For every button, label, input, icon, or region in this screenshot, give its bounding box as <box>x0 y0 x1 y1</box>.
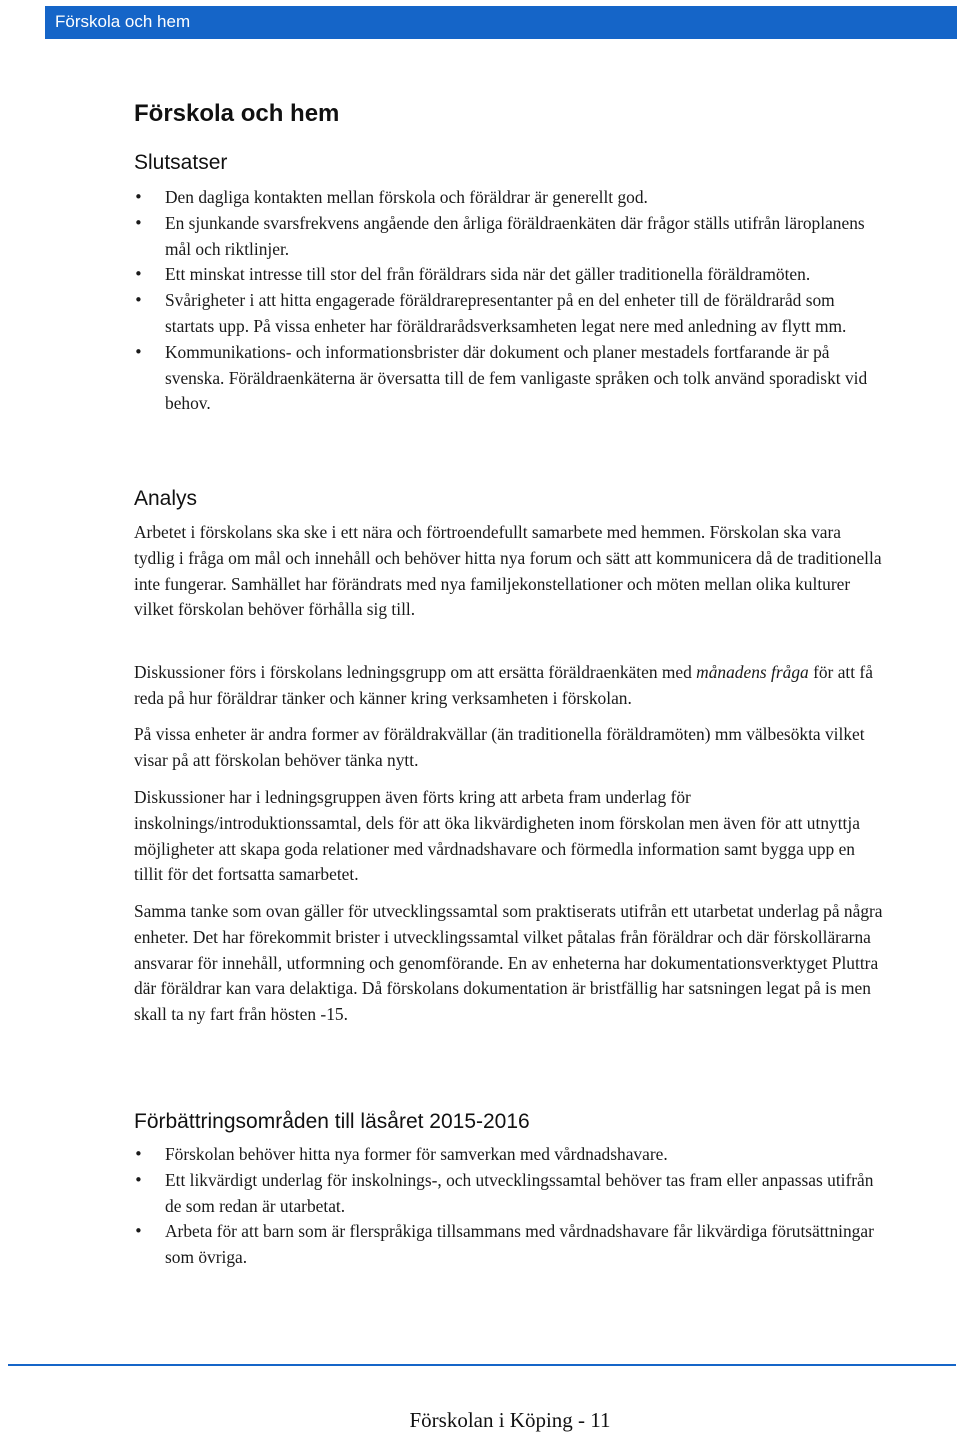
header-title: Förskola och hem <box>55 12 191 31</box>
paragraph-text: Diskussioner förs i förskolans ledningsgrupp om att ersätta föräldraenkäten med <box>134 662 697 682</box>
analys-paragraph-4 <box>134 785 884 888</box>
list-item: • Kommunikations- och informationsbrister där dokument och planer mestadels fortfarande är på svenska. Föräldraenkäterna är översatta till de fem vanligaste språken och tolk använd sporadiskt vid behov. <box>134 340 884 417</box>
paragraph <box>134 660 884 712</box>
paragraph: Diskussioner har i ledningsgruppen även förts kring att arbeta fram underlag för inskolnings/introduktionssamtal, dels för att öka likvärdigheten inom förskolan men även för att utnyttja möjligheter att skapa goda relationer med vårdnadshavare och förmedla information samt bygga upp en tillit för det fortsatta samarbetet. <box>134 787 860 885</box>
slutsatser-list <box>134 185 884 417</box>
section-heading-analys: Analys <box>134 487 198 510</box>
header-bar <box>45 6 957 39</box>
paragraph-text: för att få reda på hur föräldrar tänker och känner kring verksamheten i förskolan. <box>134 662 873 708</box>
emphasis-text: månadens fråga <box>696 662 809 682</box>
list-item: • Ett minskat intresse till stor del från föräldrars sida när det gäller traditionella föräldramöten. <box>134 262 884 288</box>
analys-paragraph-2 <box>134 660 884 712</box>
analys-paragraph-5 <box>134 899 884 1028</box>
page-title: Förskola och hem <box>134 100 340 127</box>
forbattring-list <box>134 1142 884 1271</box>
footer-divider <box>8 1364 956 1366</box>
section-heading-forbattring: Förbättringsområden till läsåret 2015-2016 <box>134 1110 530 1133</box>
list-item: • Svårigheter i att hitta engagerade föräldrarepresentanter på en del enheter till de föräldraråd som startats upp. På vissa enheter har föräldrarådsverksamheten legat nere med anledning av flytt mm. <box>134 288 884 340</box>
list-item: • Den dagliga kontakten mellan förskola och föräldrar är generellt god. <box>134 185 884 211</box>
footer-page-label: Förskolan i Köping - 11 <box>409 1408 611 1432</box>
forbattring-list-block <box>134 1142 884 1271</box>
paragraph: Arbetet i förskolans ska ske i ett nära och förtroendefullt samarbete med hemmen. Förskolan ska vara tydlig i fråga om mål och innehåll och behöver hitta nya forum och sätt att kommunicera då de traditionella inte fungerar. Samhället har förändrats med nya familjekonstellationer och möten mellan olika kulturer vilket förskolan behöver förhålla sig till. <box>134 522 882 620</box>
slutsatser-list-block <box>134 185 884 417</box>
analys-paragraph-3 <box>134 722 884 774</box>
list-item: • Arbeta för att barn som är flerspråkiga tillsammans med vårdnadshavare får likvärdiga förutsättningar som övriga. <box>134 1219 884 1271</box>
paragraph: På vissa enheter är andra former av föräldrakvällar (än traditionella föräldramöten) mm välbesökta vilket visar på att förskolan behöver tänka nytt. <box>134 724 865 770</box>
section-heading-slutsatser: Slutsatser <box>134 151 228 174</box>
footer <box>0 1408 960 1433</box>
list-item: • Ett likvärdigt underlag för inskolnings-, och utvecklingssamtal behöver tas fram eller anpassas utifrån de som redan är utarbetat. <box>134 1168 884 1220</box>
list-item: • Förskolan behöver hitta nya former för samverkan med vårdnadshavare. <box>134 1142 884 1168</box>
analys-paragraph-1 <box>134 520 884 623</box>
paragraph: Samma tanke som ovan gäller för utvecklingssamtal som praktiserats utifrån ett utarbetat underlag på några enheter. Det har förekommit brister i utvecklingssamtal vilket påtalas från föräldrar och där förskollärarna ansvarar för innehåll, utformning och genomförande. En av enheterna har dokumentationsverktyget Pluttra där föräldrar kan vara delaktiga. Då förskolans dokumentation är bristfällig har satsningen legat på is men skall ta ny fart från hösten -15. <box>134 901 883 1025</box>
list-item: • En sjunkande svarsfrekvens angående den årliga föräldraenkäten där frågor ställs utifrån läroplanens mål och riktlinjer. <box>134 211 884 263</box>
